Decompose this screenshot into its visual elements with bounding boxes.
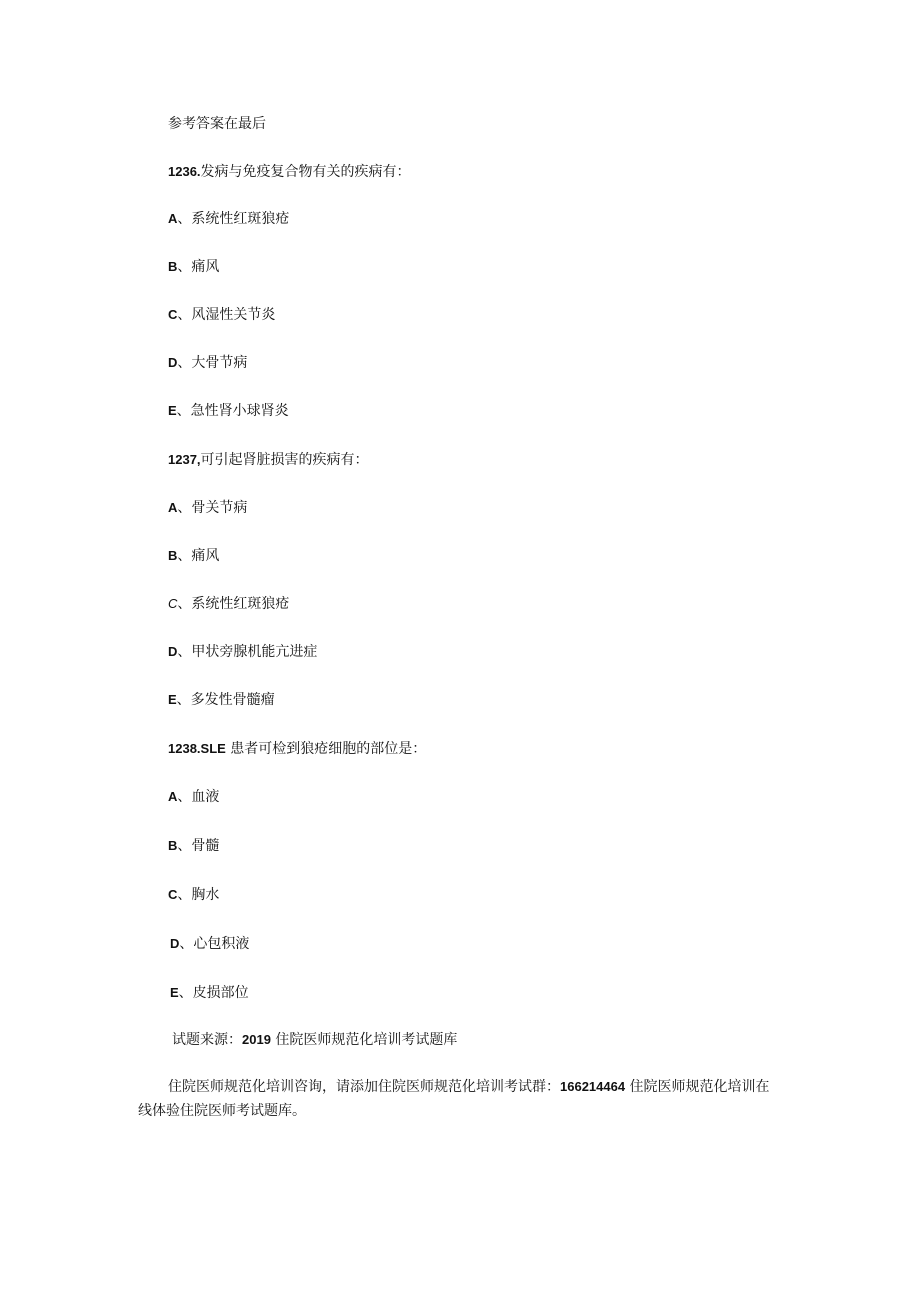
option-letter: A <box>168 789 178 804</box>
option-letter: C <box>168 596 178 611</box>
option-text: 系统性红斑狼疮 <box>191 211 290 227</box>
option-separator: 、 <box>176 692 191 708</box>
option-separator: 、 <box>177 307 192 323</box>
option-letter: D <box>170 936 180 951</box>
question-text: 可引起肾脏损害的疾病有： <box>200 452 369 468</box>
question-number: 1237, <box>168 452 201 467</box>
option-letter: A <box>168 211 178 226</box>
option-separator: 、 <box>177 500 192 516</box>
question-1238-option-c <box>168 886 219 904</box>
option-letter: C <box>168 307 178 322</box>
consult-text-part1: 住院医师规范化培训咨询，请添加住院医师规范化培训考试群： <box>168 1079 560 1095</box>
option-text: 皮损部位 <box>192 985 249 1001</box>
question-number: 1238.SLE <box>168 741 226 756</box>
question-text: 患者可检到狼疮细胞的部位是： <box>225 741 427 757</box>
question-1236-option-a <box>168 210 289 228</box>
question-1236-option-d <box>168 354 247 372</box>
option-separator: 、 <box>177 789 192 805</box>
option-letter: E <box>168 692 177 707</box>
question-1237-option-a <box>168 499 247 517</box>
option-text: 骨关节病 <box>191 500 248 516</box>
question-1238-option-b <box>168 837 219 855</box>
option-text: 心包积液 <box>193 936 250 952</box>
source-label: 试题来源： <box>172 1032 242 1048</box>
option-text: 多发性骨髓瘤 <box>190 692 275 708</box>
question-1237-stem <box>168 451 369 469</box>
option-separator: 、 <box>178 985 193 1001</box>
option-separator: 、 <box>177 355 192 371</box>
option-text: 痛风 <box>191 259 220 275</box>
question-1237-option-e <box>168 691 275 709</box>
option-separator: 、 <box>177 644 192 660</box>
option-text: 血液 <box>191 789 220 805</box>
question-1237-option-d <box>168 643 317 661</box>
group-number: 166214464 <box>560 1079 626 1094</box>
option-separator: 、 <box>179 936 194 952</box>
option-letter: C <box>168 887 178 902</box>
option-text: 系统性红斑狼疮 <box>191 596 290 612</box>
option-text: 骨髓 <box>191 838 220 854</box>
option-text: 急性肾小球肾炎 <box>190 403 289 419</box>
answer-note <box>168 115 266 133</box>
question-source <box>172 1031 457 1049</box>
source-text: 住院医师规范化培训考试题库 <box>270 1032 458 1048</box>
option-separator: 、 <box>177 548 192 564</box>
question-1238-option-d <box>170 935 249 953</box>
option-text: 大骨节病 <box>191 355 248 371</box>
option-separator: 、 <box>177 838 192 854</box>
answer-note-text: 参考答案在最后 <box>168 116 266 132</box>
option-letter: D <box>168 644 178 659</box>
option-letter: B <box>168 548 178 563</box>
option-letter: B <box>168 259 178 274</box>
option-separator: 、 <box>177 596 192 612</box>
question-1237-option-b <box>168 547 219 565</box>
question-1237-option-c <box>168 595 289 613</box>
question-1238-option-a <box>168 788 219 806</box>
consult-paragraph <box>138 1075 778 1123</box>
option-separator: 、 <box>177 887 192 903</box>
option-text: 胸水 <box>191 887 220 903</box>
question-1236-option-e <box>168 402 289 420</box>
option-letter: B <box>168 838 178 853</box>
option-separator: 、 <box>177 211 192 227</box>
question-number: 1236. <box>168 164 201 179</box>
option-separator: 、 <box>177 259 192 275</box>
consult-text-part2: 住院医师规范化培训在线体验住院医师考试题库。 <box>138 1079 770 1119</box>
option-letter: A <box>168 500 178 515</box>
question-1236-option-c <box>168 306 275 324</box>
option-text: 痛风 <box>191 548 220 564</box>
question-1236-stem <box>168 163 411 181</box>
option-letter: D <box>168 355 178 370</box>
question-1238-option-e <box>170 984 249 1002</box>
option-text: 风湿性关节炎 <box>191 307 276 323</box>
question-1236-option-b <box>168 258 219 276</box>
option-letter: E <box>168 403 177 418</box>
option-letter: E <box>170 985 179 1000</box>
source-year: 2019 <box>242 1032 271 1047</box>
option-separator: 、 <box>176 403 191 419</box>
question-text: 发病与免疫复合物有关的疾病有： <box>200 164 411 180</box>
option-text: 甲状旁腺机能亢进症 <box>191 644 318 660</box>
question-1238-stem <box>168 740 426 758</box>
